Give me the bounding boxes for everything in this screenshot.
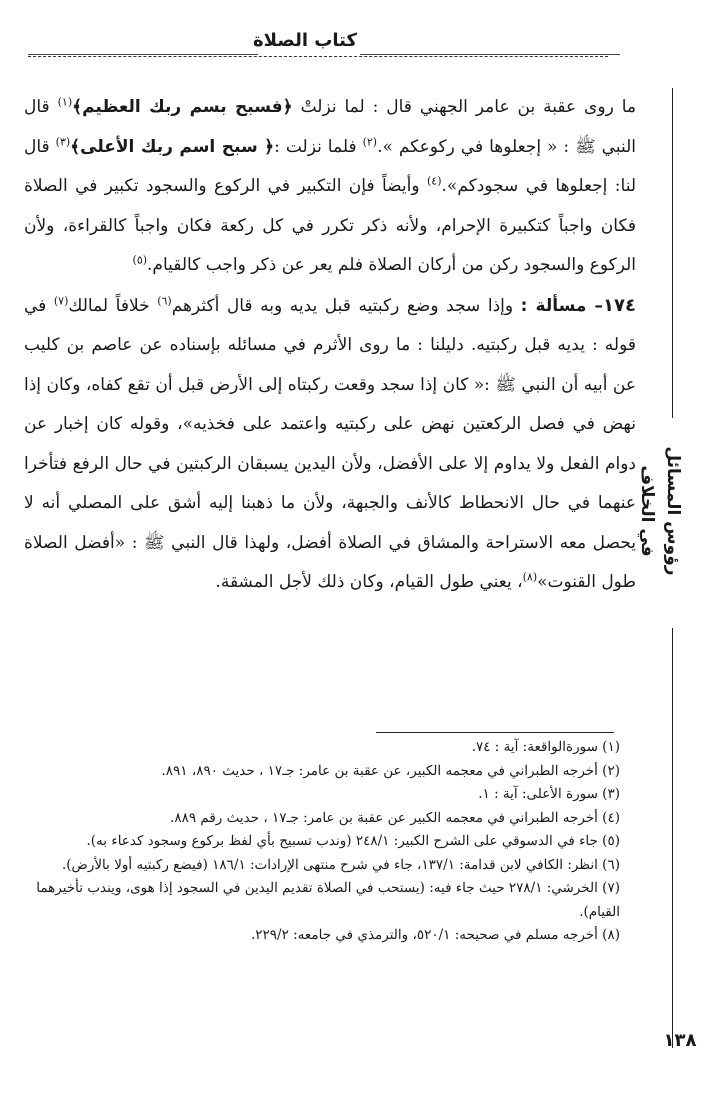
- paragraph-2: [24, 286, 636, 603]
- footnote-5: (٥) جاء في الدسوقي على الشرح الكبير: ٢٤٨/١ (وندب تسبيح بأي لفظ بركوع وسجود كدعاء به).: [86, 833, 620, 849]
- text-run: فلما نزلت :: [274, 136, 363, 157]
- footnote-6: (٦) انظر: الكافي لابن قدامة: ١٣٧/١، جاء في شرح منتهى الإرادات: ١٨٦/١ (فيضع ركبتيه أولا بالأرض).: [61, 856, 620, 873]
- paragraph-1: [24, 88, 636, 286]
- footnote-1: (١) سورةالواقعة: آية : ٧٤.: [471, 739, 620, 755]
- header-rule-dashed: [28, 56, 608, 57]
- text-run: قال النبي ﷺ : « إجعلوها في ركوعكم ».: [24, 97, 637, 157]
- footnote-separator: [376, 732, 614, 733]
- text-run: ما روى عقبة بن عامر الجهني قال : لما نزلتْ: [292, 97, 636, 117]
- footnote-7: (٧) الخرشي: ٢٧٨/١ حيث جاء فيه: (يستحب في الصلاة تقديم اليدين في السجود إذا هوى، ويندب تأخيرهما القيام).: [36, 880, 620, 920]
- footnote-ref-5: (٥): [132, 253, 148, 267]
- side-rule-bottom: [672, 628, 673, 1048]
- text-run: قال لنا: إجعلوها في سجودكم».: [24, 136, 636, 196]
- footnote-ref-8: (٨): [522, 570, 538, 584]
- issue-number: ١٧٤: [603, 294, 636, 316]
- text-run: ، يعني طول القيام، وكان ذلك لأجل المشقة.: [215, 572, 523, 592]
- running-header-title: كتاب الصلاة: [253, 30, 357, 51]
- footnote-8: (٨) أخرجه مسلم في صحيحه: ٥٢٠/١، والترمذي في جامعه: ٢٢٩/٢.: [250, 927, 620, 943]
- side-rule-top: [672, 88, 673, 418]
- quran-verse-2: ﴿ سبح اسم ربك الأعلى﴾: [70, 136, 275, 157]
- footnote-ref-7: (٧): [53, 293, 69, 307]
- footnote-ref-3: (٣): [55, 134, 71, 148]
- header-rule-right: [360, 54, 620, 55]
- footnote-2: (٢) أخرجه الطبراني في معجمه الكبير، عن عقبة بن عامر: جـ١٧ ، حديث ٨٩٠، ٨٩١.: [161, 762, 620, 779]
- footnote-ref-6: (٦): [157, 293, 172, 307]
- footnote-4: (٤) أخرجه الطبراني في معجمه الكبير عن عقبة بن عامر: جـ١٧ ، حديث رقم ٨٨٩.: [170, 809, 620, 826]
- footnote-ref-4: (٤): [427, 174, 442, 188]
- header-rule-left: [28, 54, 258, 55]
- quran-verse-1: ﴿فسبح بسم ربك العظيم﴾: [72, 97, 293, 117]
- footnote-ref-1: (١): [57, 95, 73, 109]
- body-text: [24, 88, 636, 603]
- page-number: ١٣٨: [663, 1030, 697, 1051]
- issue-label: – مسألة :: [520, 295, 604, 316]
- footnotes: [34, 736, 620, 948]
- footnote-ref-2: (٢): [362, 134, 378, 148]
- text-run: وإذا سجد وضع ركبتيه قبل يديه وبه قال أكثرهم: [171, 295, 521, 316]
- footnote-3: (٣) سورة الأعلى: آية : ١.: [478, 786, 620, 802]
- text-run: وأيضاً فإن التكبير في الركوع والسجود تكبير في الصلاة فكان واجباً كتكبيرة الإحرام، ولأنه ذكر تكرر في كل ركعة فكان واجباً كالقراءة، ولأن الركوع والسجود ركن من أركان الصلاة فلم يعر عن ذكر واجب كالقيام.: [24, 176, 636, 275]
- side-running-title: رؤوس المسائل في الخلاف: [637, 446, 683, 576]
- text-run: خلافاً لمالك: [68, 295, 158, 316]
- text-run: في قوله : يديه قبل ركبتيه. دليلنا : ما روى الأثرم في مسائله بإسناده عن عاصم بن كليب عن أبيه أن النبي ﷺ :« كان إذا سجد وقعت ركبتاه إلى الأرض قبل أن تقع كفاه، وكان إذا نهض في فصل الركعتين نهض على ركبتيه واعتمد على فخذيه»، وقوله كان إخبار عن دوام الفعل ولا يداوم إلا على الأفضل، ولأن اليدين يسبقان الركبتين في حال الرفع فتأخرا عنهما في حال الانحطاط كالأنف والجبهة، ولأن ما ذهبنا إليه أشق على المصلي أنه لا يحصل معه الاستراحة والمشاق في الصلاة أفضل، ولهذا قال النبي ﷺ : «أفضل الصلاة طول القنوت»: [24, 295, 636, 592]
